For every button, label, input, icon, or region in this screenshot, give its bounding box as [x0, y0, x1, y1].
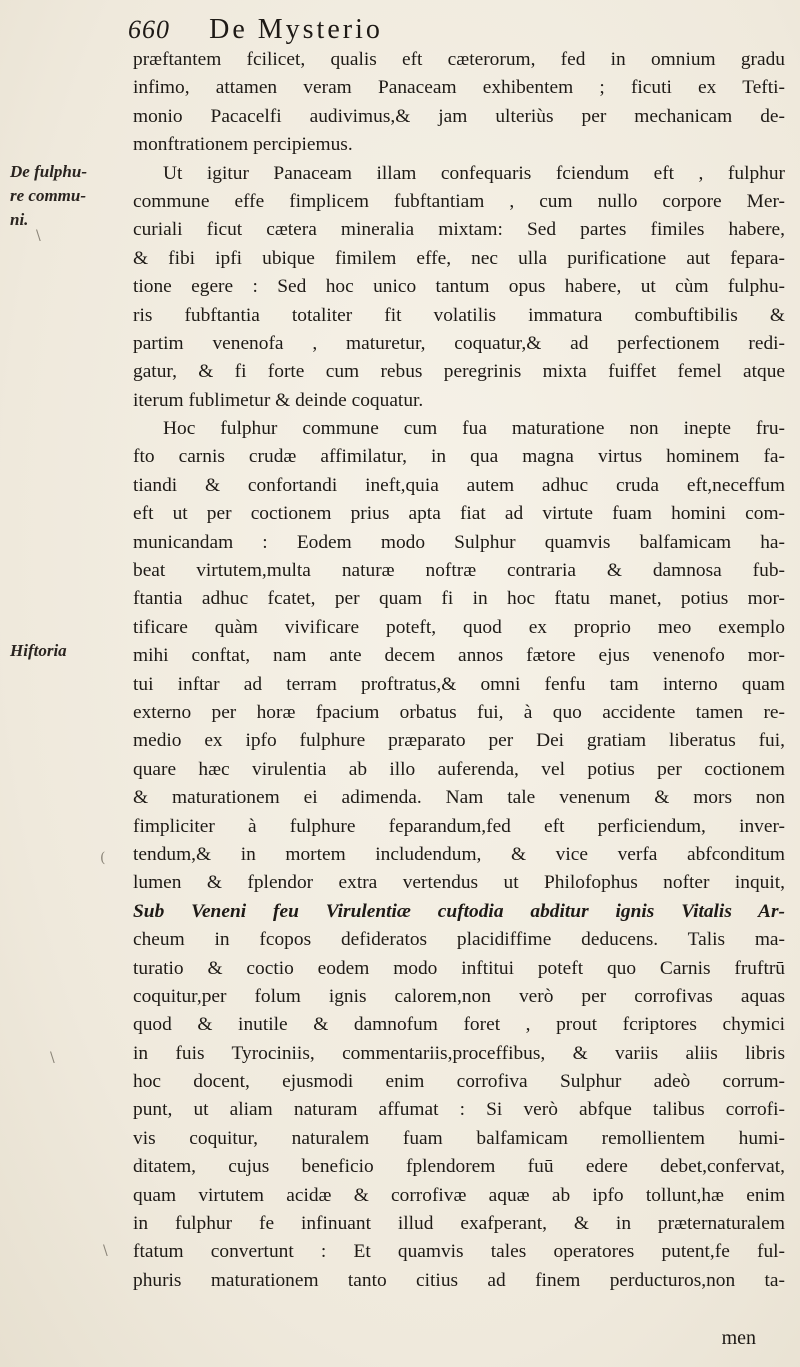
text-line: quam virtutem acidæ & corrofivæ aquæ ab ipfo tollunt,hæ enim [133, 1184, 785, 1206]
page-header [128, 14, 688, 48]
text-line: curiali ficut cætera mineralia mixtam: Sed partes fimiles habere, [133, 219, 785, 241]
page-number: 660 [128, 15, 170, 44]
text-line: phuris maturationem tanto citius ad finem perducturos,non ta- [133, 1269, 785, 1291]
text-line: tiandi & confortandi ineft,quia autem adhuc cruda eft,neceffum [133, 474, 785, 496]
marginal-note-line: De fulphu- [10, 162, 87, 181]
text-line: monftrationem percipiemus. [133, 134, 353, 156]
text-line: eft ut per coctionem prius apta fiat ad virtute fuam homini com- [133, 503, 785, 525]
text-line: in fulphur fe infinuant illud exafperant, & in præternaturalem [133, 1213, 785, 1235]
text-line: tione egere : Sed hoc unico tantum opus habere, ut cùm fulphu- [133, 276, 785, 298]
marginal-note-de-sulphure [10, 160, 90, 232]
marginal-note-line: ni. [10, 210, 29, 229]
text-line: medio ex ipfo fulphure præparato per Dei gratiam liberatus fui, [133, 730, 785, 752]
text-line: beat virtutem,multa naturæ noftræ contraria & damnosa fub- [133, 560, 785, 582]
catchword: men [721, 1327, 756, 1349]
margin-mark: \ [103, 1243, 108, 1259]
text-line: municandam : Eodem modo Sulphur quamvis balfamicam ha- [133, 531, 785, 553]
text-line: Ut igitur Panaceam illam confequaris fciendum eft , fulphur [163, 162, 785, 184]
text-line: cheum in fcopos defideratos placidiffime deducens. Talis ma- [133, 929, 785, 951]
text-line: tendum,& in mortem includendum, & vice verfa abfconditum [133, 843, 785, 865]
text-line: monio Pacacelfi audivimus,& jam ulteriùs per mechanicam de- [133, 105, 785, 127]
marginal-note-line: re commu- [10, 186, 87, 205]
margin-mark: \ [36, 228, 41, 244]
text-line: ftatum convertunt : Et quamvis tales operatores putent,fe ful- [133, 1241, 785, 1263]
text-line: ftantia adhuc fcatet, per quam fi in hoc ftatu manet, potius mor- [133, 588, 785, 610]
text-line: externo per horæ fpacium orbatus fui, à quo accidente tamen re- [133, 701, 785, 723]
text-line: vis coquitur, naturalem fuam balfamicam remollientem humi- [133, 1127, 785, 1149]
text-line: mihi conftat, nam ante decem annos fætore ejus venenofo mor- [133, 645, 785, 667]
text-line: quare hæc virulentia ab illo auferenda, vel potius per coctionem [133, 758, 785, 780]
margin-mark: \ [50, 1050, 55, 1066]
text-line: infimo, attamen veram Panaceam exhibentem ; ficuti ex Tefti- [133, 77, 785, 99]
text-line: turatio & coctio eodem modo inftitui poteft quo Carnis fruftrū [133, 957, 785, 979]
text-line: iterum fublimetur & deinde coquatur. [133, 389, 424, 411]
marginal-note-historia [10, 639, 90, 663]
text-line: præftantem fcilicet, qualis eft cæterorum, fed in omnium gradu [133, 49, 785, 70]
running-head: De Mysterio [209, 14, 383, 45]
text-line: & fibi ipfi ubique fimilem effe, nec ulla purificatione aut fepara- [133, 247, 785, 269]
margin-mark: ( [100, 850, 106, 866]
text-line: coquitur,per folum ignis calorem,non verò per corrofivas aquas [133, 985, 785, 1007]
text-line: tificare quàm vivificare poteft, quod ex proprio meo exemplo [133, 616, 785, 638]
text-line: punt, ut aliam naturam affumat : Si verò abfque talibus corrofi- [133, 1099, 785, 1121]
text-line: gatur, & fi forte cum rebus peregrinis mixta fuiffet femel atque [133, 361, 785, 383]
body-text [133, 46, 785, 1295]
text-line: quod & inutile & damnofum foret , prout fcriptores chymici [133, 1014, 785, 1036]
text-line: tui inftar ad terram proftratus,& omni fenfu tam interno quam [133, 673, 785, 695]
text-line: ditatem, cujus beneficio fplendorem fuū edere debet,confervat, [133, 1156, 785, 1178]
text-line: fto carnis crudæ affimilatur, in qua magna virtus hominem fa- [133, 446, 785, 468]
text-line: in fuis Tyrociniis, commentariis,proceffibus, & variis aliis libris [133, 1042, 785, 1064]
text-line: hoc docent, ejusmodi enim corrofiva Sulphur adeò corrum- [133, 1071, 785, 1093]
text-line: Hoc fulphur commune cum fua maturatione non inepte fru- [163, 418, 785, 440]
text-line: fimpliciter à fulphure feparandum,fed eft perficiendum, inver- [133, 815, 785, 837]
text-line: ris fubftantia totaliter fit volatilis immatura combuftibilis & [133, 304, 785, 326]
text-line-italic-quote: Sub Veneni feu Virulentiæ cuftodia abditur ignis Vitalis Ar- [133, 900, 785, 922]
text-line: lumen & fplendor extra vertendus ut Philofophus nofter inquit, [133, 872, 785, 894]
text-line: & maturationem ei adimenda. Nam tale venenum & mors non [133, 787, 785, 809]
text-line: partim venenofa , maturetur, coquatur,& ad perfectionem redi- [133, 332, 785, 354]
text-line: commune effe fimplicem fubftantiam , cum nullo corpore Mer- [133, 190, 785, 212]
marginal-note-line: Hiftoria [10, 641, 67, 660]
